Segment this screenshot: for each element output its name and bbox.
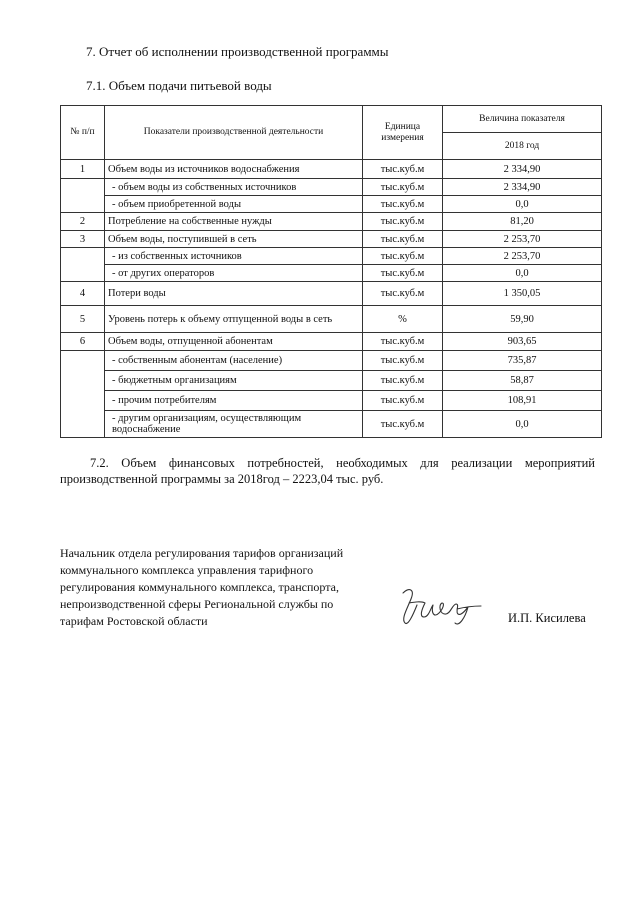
row-name: - из собственных источников	[105, 248, 363, 265]
row-num: 6	[61, 333, 105, 351]
row-value: 2 334,90	[443, 179, 602, 196]
row-unit: тыс.куб.м	[363, 231, 443, 248]
table-row	[61, 351, 602, 371]
row-unit: тыс.куб.м	[363, 196, 443, 213]
row-name: Уровень потерь к объему отпущенной воды в сеть	[105, 306, 363, 333]
row-name: Объем воды, отпущенной абонентам	[105, 333, 363, 351]
signature-title-line: Начальник отдела регулирования тарифов организаций	[60, 546, 344, 560]
row-unit: тыс.куб.м	[363, 282, 443, 306]
table-row	[61, 265, 602, 282]
row-num: 4	[61, 282, 105, 306]
row-value: 108,91	[443, 391, 602, 411]
row-name: Объем воды, поступившей в сеть	[105, 231, 363, 248]
row-value: 735,87	[443, 351, 602, 371]
section-title: 7. Отчет об исполнении производственной программы	[86, 44, 389, 59]
row-unit: тыс.куб.м	[363, 265, 443, 282]
table-row	[61, 411, 602, 438]
row-unit: тыс.куб.м	[363, 213, 443, 231]
row-unit: тыс.куб.м	[363, 371, 443, 391]
row-value: 81,20	[443, 213, 602, 231]
signature-title-line: коммунального комплекса управления тарифного	[60, 563, 314, 577]
header-num: № п/п	[61, 106, 105, 160]
row-value: 0,0	[443, 196, 602, 213]
row-name: - объем воды из собственных источников	[105, 179, 363, 196]
table-row	[61, 248, 602, 265]
financial-needs-paragraph: 7.2. Объем финансовых потребностей, необходимых для реализации мероприятий производственной программы за 2018год – 2223,04 тыс. руб.	[60, 456, 595, 486]
row-name: - другим организациям, осуществляющим водоснабжение	[105, 411, 363, 438]
header-value: Величина показателя	[443, 106, 602, 133]
signature-title-line: непроизводственной сферы Региональной службы по	[60, 597, 334, 611]
header-year: 2018 год	[443, 133, 602, 160]
row-value: 2 253,70	[443, 248, 602, 265]
signature-title-line: тарифам Ростовской области	[60, 614, 208, 628]
row-name: - собственным абонентам (население)	[105, 351, 363, 371]
row-value: 59,90	[443, 306, 602, 333]
row-value: 2 334,90	[443, 160, 602, 179]
row-num	[61, 248, 105, 282]
row-num: 2	[61, 213, 105, 231]
row-num: 5	[61, 306, 105, 333]
header-unit: Единица измерения	[363, 106, 443, 160]
table-row	[61, 196, 602, 213]
table-row	[61, 306, 602, 333]
row-num	[61, 351, 105, 438]
row-num: 1	[61, 160, 105, 179]
subsection-title: 7.1. Объем подачи питьевой воды	[86, 78, 272, 93]
row-name: Объем воды из источников водоснабжения	[105, 160, 363, 179]
row-unit: тыс.куб.м	[363, 248, 443, 265]
row-unit: %	[363, 306, 443, 333]
table-row	[61, 179, 602, 196]
row-unit: тыс.куб.м	[363, 160, 443, 179]
table-row	[61, 160, 602, 179]
signer-name: И.П. Кисилева	[508, 611, 586, 625]
row-value: 0,0	[443, 265, 602, 282]
row-unit: тыс.куб.м	[363, 333, 443, 351]
row-name: - прочим потребителям	[105, 391, 363, 411]
signature-title-block	[60, 545, 380, 630]
row-unit: тыс.куб.м	[363, 351, 443, 371]
table-row	[61, 371, 602, 391]
row-value: 1 350,05	[443, 282, 602, 306]
signature-title-line: регулирования коммунального комплекса, транспорта,	[60, 580, 339, 594]
row-value: 58,87	[443, 371, 602, 391]
row-unit: тыс.куб.м	[363, 411, 443, 438]
table-row	[61, 213, 602, 231]
table-row	[61, 391, 602, 411]
water-supply-table	[60, 105, 602, 438]
handwritten-signature	[395, 585, 485, 630]
table-row	[61, 231, 602, 248]
row-num: 3	[61, 231, 105, 248]
row-name: - объем приобретенной воды	[105, 196, 363, 213]
row-name: Потребление на собственные нужды	[105, 213, 363, 231]
header-indicator: Показатели производственной деятельности	[105, 106, 363, 160]
row-value: 903,65	[443, 333, 602, 351]
row-name: Потери воды	[105, 282, 363, 306]
row-value: 0,0	[443, 411, 602, 438]
row-value: 2 253,70	[443, 231, 602, 248]
row-name: - от других операторов	[105, 265, 363, 282]
row-name: - бюджетным организациям	[105, 371, 363, 391]
row-unit: тыс.куб.м	[363, 179, 443, 196]
table-row	[61, 282, 602, 306]
table-row	[61, 333, 602, 351]
row-num	[61, 179, 105, 213]
row-unit: тыс.куб.м	[363, 391, 443, 411]
